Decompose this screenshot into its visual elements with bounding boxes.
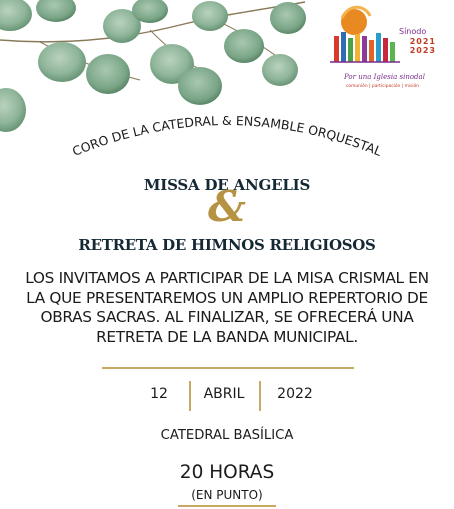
logo-word: Sínodo bbox=[399, 27, 427, 36]
ensemble-subtitle: CORO DE LA CATEDRAL & ENSAMBLE ORQUESTAL bbox=[70, 112, 384, 159]
date-separator bbox=[259, 381, 261, 411]
divider-line bbox=[102, 367, 354, 369]
date-separator bbox=[189, 381, 191, 411]
event-month: ABRIL bbox=[203, 386, 245, 402]
invitation-text: LOS INVITAMOS A PARTICIPAR DE LA MISA CRISMAL EN LA QUE PRESENTAREMOS UN AMPLIO REPERTORIO DE OBRAS SACRAS. AL FINALIZAR, SE OFRECERÁ UNA RETRETA DE LA BANDA MUNICIPAL. bbox=[25, 269, 429, 347]
event-time-note: (EN PUNTO) bbox=[191, 488, 263, 502]
date-row bbox=[0, 381, 454, 411]
arched-subtitle bbox=[0, 100, 454, 180]
event-day: 12 bbox=[150, 386, 168, 402]
event-venue: CATEDRAL BASÍLICA bbox=[160, 428, 294, 443]
second-title: RETRETA DE HIMNOS RELIGIOSOS bbox=[78, 236, 376, 254]
logo-subtagline: comunión | participación | misión bbox=[346, 84, 420, 89]
event-year: 2022 bbox=[277, 386, 313, 402]
logo-years: 2021 2023 bbox=[409, 37, 436, 55]
event-time: 20 HORAS bbox=[179, 462, 275, 483]
first-title: MISSA DE ANGELIS bbox=[143, 176, 311, 194]
ampersand-ornament: & bbox=[208, 182, 246, 231]
logo-tagline: Por una Iglesia sinodal bbox=[344, 73, 425, 81]
bottom-divider bbox=[178, 505, 276, 507]
